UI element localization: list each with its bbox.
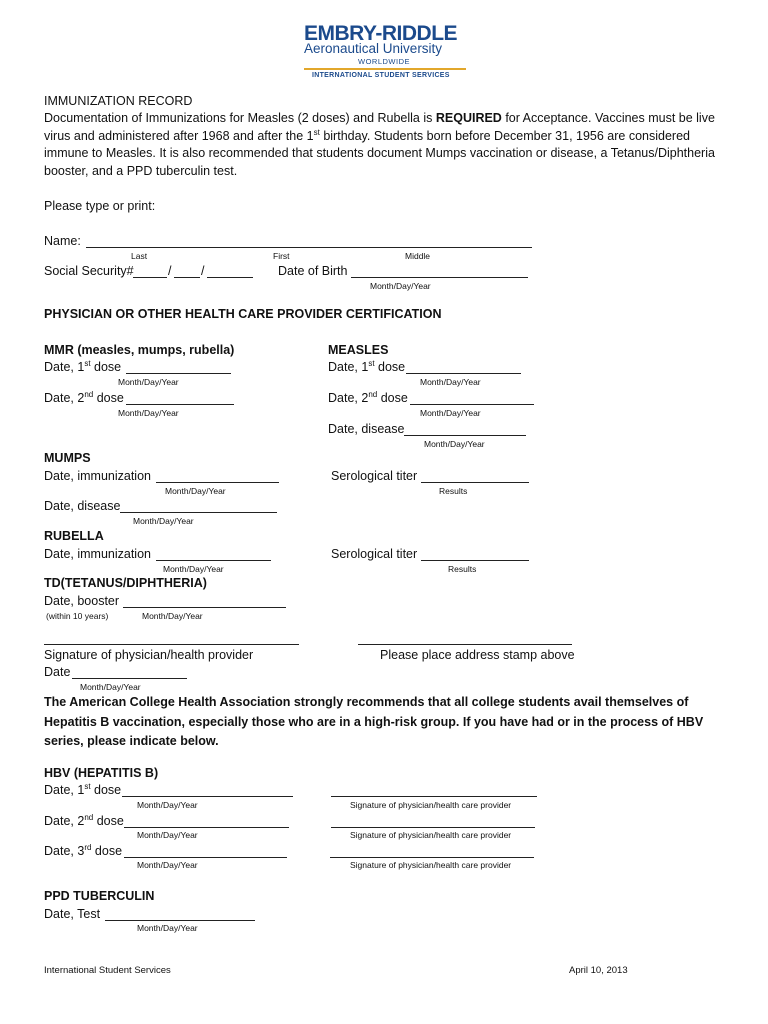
footer-date: April 10, 2013 <box>569 965 628 976</box>
measles-dose2-field[interactable] <box>410 393 534 405</box>
td-booster-label: Date, booster <box>44 594 120 608</box>
hbv-dose3-signature-caption: Signature of physician/health care provider <box>350 860 512 870</box>
dob-label: Date of Birth <box>278 264 348 278</box>
mumps-heading: MUMPS <box>44 451 91 465</box>
hbv-dose2-caption: Month/Day/Year <box>137 830 198 840</box>
logo-line-4: INTERNATIONAL STUDENT SERVICES <box>312 72 450 79</box>
td-booster-caption: Month/Day/Year <box>142 611 203 621</box>
rubella-titer-field[interactable] <box>421 549 529 561</box>
measles-dose1-label: Date, 1st dose <box>328 358 406 374</box>
mmr-heading: MMR (measles, mumps, rubella) <box>44 343 235 357</box>
mmr-dose2-label: Date, 2nd dose <box>44 389 124 405</box>
measles-disease-label: Date, disease <box>328 422 405 436</box>
mumps-titer-field[interactable] <box>421 471 529 483</box>
mmr-dose2-field[interactable] <box>126 393 234 405</box>
address-stamp-label: Please place address stamp above <box>380 648 575 662</box>
mumps-immunization-label: Date, immunization <box>44 469 151 483</box>
please-type-instruction: Please type or print: <box>44 199 156 213</box>
signature-date-caption: Month/Day/Year <box>80 682 141 692</box>
ssn-field-3[interactable] <box>207 266 253 278</box>
hbv-dose1-field[interactable] <box>122 785 293 797</box>
mumps-disease-field[interactable] <box>120 501 277 513</box>
mumps-disease-label: Date, disease <box>44 499 121 513</box>
hbv-dose1-label: Date, 1st dose <box>44 781 122 797</box>
mmr-dose1-field[interactable] <box>126 362 231 374</box>
td-within-caption: (within 10 years) <box>46 611 109 621</box>
td-heading: TD(TETANUS/DIPHTHERIA) <box>44 576 207 590</box>
name-field[interactable] <box>86 236 532 248</box>
hbv-dose2-label: Date, 2nd dose <box>44 812 124 828</box>
mmr-dose2-caption: Month/Day/Year <box>118 408 179 418</box>
dob-caption: Month/Day/Year <box>370 281 431 291</box>
measles-dose2-caption: Month/Day/Year <box>420 408 481 418</box>
measles-disease-field[interactable] <box>404 424 526 436</box>
rubella-titer-label: Serological titer <box>331 547 418 561</box>
middle-caption: Middle <box>405 251 431 261</box>
hbv-dose1-signature-field[interactable] <box>331 785 537 797</box>
measles-dose1-caption: Month/Day/Year <box>420 377 481 387</box>
hbv-dose2-signature-field[interactable] <box>331 816 535 828</box>
signature-date-label: Date <box>44 665 71 679</box>
last-caption: Last <box>131 251 148 261</box>
mumps-immunization-caption: Month/Day/Year <box>165 486 226 496</box>
hbv-dose3-label: Date, 3rd dose <box>44 842 123 858</box>
rubella-immunization-field[interactable] <box>156 549 271 561</box>
measles-disease-caption: Month/Day/Year <box>424 439 485 449</box>
first-caption: First <box>273 251 290 261</box>
ppd-heading: PPD TUBERCULIN <box>44 889 155 903</box>
physician-signature-field[interactable] <box>44 633 299 645</box>
mmr-dose1-caption: Month/Day/Year <box>118 377 179 387</box>
acha-recommendation: The American College Health Association strongly recommends that all college students avail themselves of Hepatitis B vaccination, especially those who are in a high-risk group. If you have had or in the process of HBV series, please indicate below. <box>44 695 704 748</box>
ssn-label: Social Security# <box>44 264 134 278</box>
address-stamp-field[interactable] <box>358 633 572 645</box>
td-booster-field[interactable] <box>123 596 286 608</box>
hbv-dose3-caption: Month/Day/Year <box>137 860 198 870</box>
hbv-dose1-caption: Month/Day/Year <box>137 800 198 810</box>
name-label: Name: <box>44 234 81 248</box>
measles-dose1-field[interactable] <box>406 362 521 374</box>
footer-left: International Student Services <box>44 965 171 976</box>
mumps-disease-caption: Month/Day/Year <box>133 516 194 526</box>
hbv-dose2-field[interactable] <box>124 816 289 828</box>
measles-heading: MEASLES <box>328 343 389 357</box>
dob-field[interactable] <box>351 266 528 278</box>
mumps-immunization-field[interactable] <box>156 471 279 483</box>
hbv-dose3-signature-field[interactable] <box>330 846 534 858</box>
signature-date-field[interactable] <box>72 667 187 679</box>
rubella-immunization-label: Date, immunization <box>44 547 151 561</box>
hbv-dose2-signature-caption: Signature of physician/health care provider <box>350 830 512 840</box>
ssn-field-1[interactable] <box>133 266 167 278</box>
logo-line-1: EMBRY-RIDDLE <box>304 22 458 45</box>
ppd-test-label: Date, Test <box>44 907 101 921</box>
rubella-titer-caption: Results <box>448 564 477 574</box>
physician-signature-label: Signature of physician/health provider <box>44 648 254 662</box>
mumps-titer-label: Serological titer <box>331 469 418 483</box>
university-logo <box>300 22 470 82</box>
rubella-heading: RUBELLA <box>44 529 104 543</box>
logo-divider <box>304 68 466 70</box>
logo-line-3: WORLDWIDE <box>358 57 410 66</box>
ssn-field-2[interactable] <box>174 266 200 278</box>
ppd-test-field[interactable] <box>105 909 255 921</box>
hbv-heading: HBV (HEPATITIS B) <box>44 766 159 780</box>
logo-line-2: Aeronautical University <box>304 41 443 56</box>
mmr-dose1-label: Date, 1st dose <box>44 358 122 374</box>
mumps-titer-caption: Results <box>439 486 468 496</box>
intro-paragraph: Documentation of Immunizations for Measles (2 doses) and Rubella is REQUIRED for Acceptance. Vaccines must be live virus and administered after 1968 and after the 1st birthday. Students born before December 31, 1956 are considered immune to Measles. It is also recommended that students document Mumps vaccination or disease, a Tetanus/Diphtheria booster, and a PPD tuberculin test. <box>44 111 715 178</box>
form-title: IMMUNIZATION RECORD <box>44 94 193 108</box>
hbv-dose3-field[interactable] <box>124 846 287 858</box>
hbv-dose1-signature-caption: Signature of physician/health care provider <box>350 800 512 810</box>
ppd-test-caption: Month/Day/Year <box>137 923 198 933</box>
measles-dose2-label: Date, 2nd dose <box>328 389 408 405</box>
rubella-immunization-caption: Month/Day/Year <box>163 564 224 574</box>
certification-heading: PHYSICIAN OR OTHER HEALTH CARE PROVIDER CERTIFICATION <box>44 307 442 321</box>
